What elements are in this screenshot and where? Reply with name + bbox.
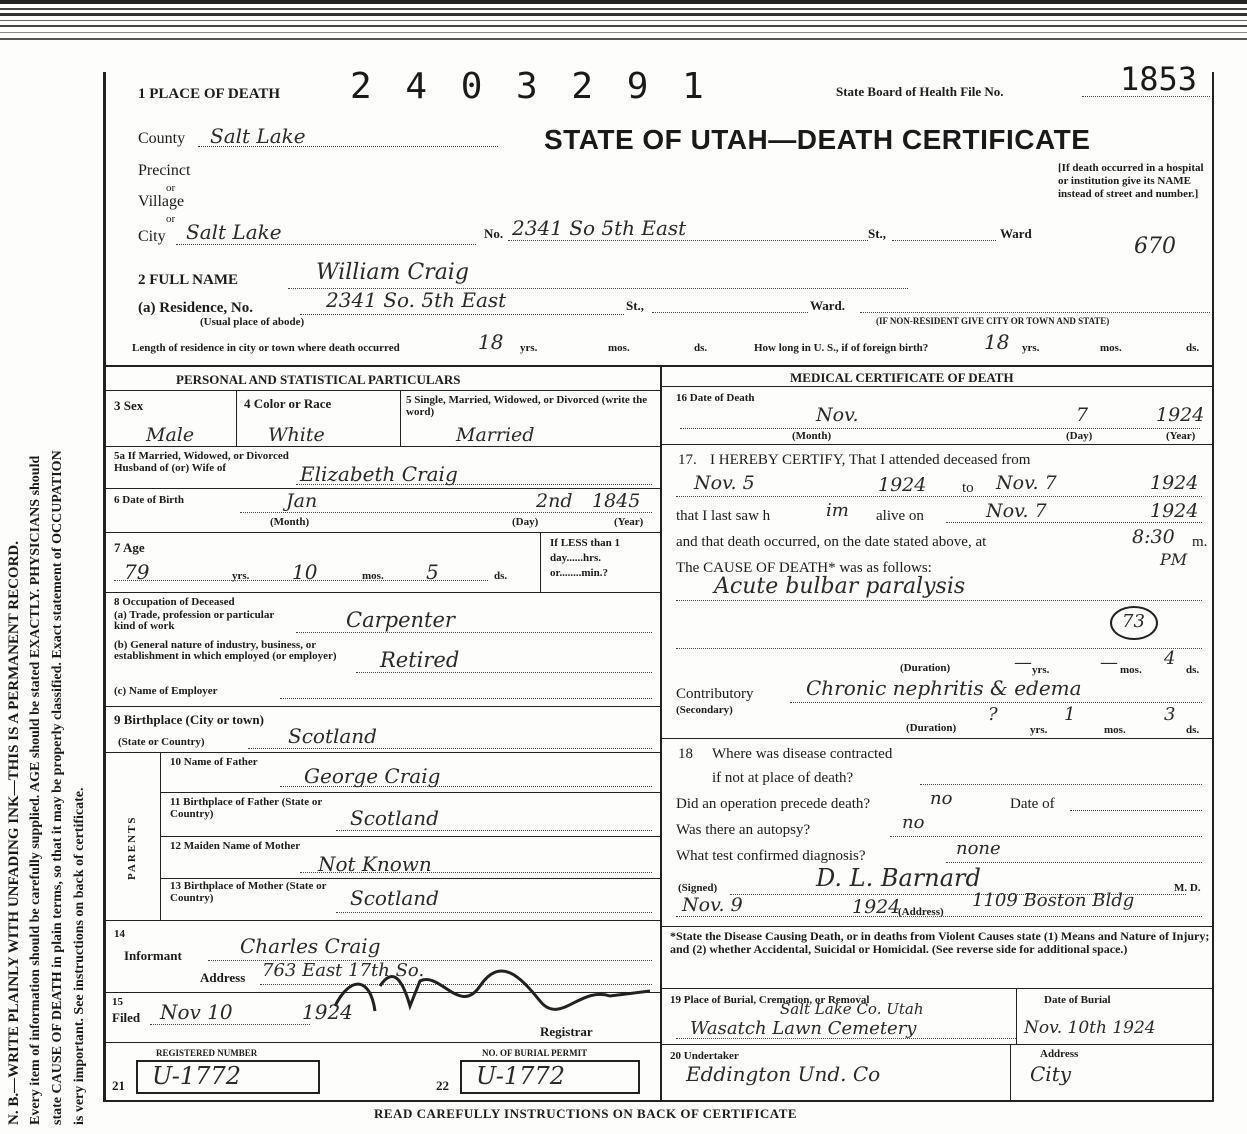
us-yrs-unit: yrs. [1022,342,1040,354]
test-value: none [956,838,1001,859]
age-label: 7 Age [114,540,145,555]
q18-number: 18 [678,746,693,762]
dod-month-caption: (Month) [792,430,832,442]
duration-label-1: (Duration) [900,662,951,674]
length-mos-unit: mos. [608,342,630,354]
age-yrs-unit: yrs. [232,570,250,582]
burial-place-label: 19 Place of Burial, Cremation, or Removal [670,994,870,1006]
us-mos-unit: mos. [1100,342,1122,354]
alive-on-label: alive on [876,508,924,524]
contributory-value: Chronic nephritis & edema [806,676,1082,700]
age-mos-unit: mos. [362,570,384,582]
disease-contracted-label-2: if not at place of death? [712,770,854,786]
dob-year-caption: (Year) [614,516,644,528]
mother-name-label: 12 Maiden Name of Mother [170,840,301,852]
cause-code-circle [1110,606,1158,640]
date-of-death-day: 7 [1076,404,1089,426]
physician-address: 1109 Boston Bldg [972,890,1135,911]
file-number-label: State Board of Health File No. [836,84,1004,99]
attended-to-label: to [962,480,974,496]
operation-label: Did an operation precede death? [676,796,871,812]
duration-1-yrs-unit: yrs. [1032,664,1050,676]
duration-1-mos-unit: mos. [1120,664,1142,676]
burial-permit-box [460,1060,640,1094]
dob-month-caption: (Month) [270,516,310,528]
abode-label: (Usual place of abode) [200,316,305,328]
date-of-death-label: 16 Date of Death [676,392,755,404]
informant-label: Informant [124,948,182,963]
duration-2-ds-unit: ds. [1186,724,1200,736]
side-instructions-1: N. B.—WRITE PLAINLY WITH UNFADING INK—THIS IS A PERMANENT RECORD. [6,541,22,1125]
duration-label-2: (Duration) [906,722,957,734]
full-name-value: William Craig [316,260,469,285]
nonresident-note: (IF NON-RESIDENT GIVE CITY OR TOWN AND STATE) [876,316,1110,326]
burial-place: Salt Lake Co. Utah [780,1000,924,1018]
signed-year: 1924 [852,896,901,918]
length-ds-unit: ds. [694,342,708,354]
death-occurred-label: and that death occurred, on the date stated above, at [676,534,987,550]
duration-1-months: — [1100,652,1118,673]
age-ds-unit: ds. [494,570,508,582]
residence-label: (a) Residence, No. [138,300,253,316]
birthplace-value: Scotland [288,724,377,748]
undertaker-label: 20 Undertaker [670,1050,739,1062]
place-of-death-label: 1 PLACE OF DEATH [138,86,281,102]
employer-label: (c) Name of Employer [114,685,218,697]
duration-2-years: ? [988,704,998,725]
cause-value: Acute bulbar paralysis [714,574,966,599]
county-value: Salt Lake [210,124,306,148]
dob-year: 1845 [592,490,641,512]
spouse-label: 5a If Married, Widowed, or Divorced Husband of (or) Wife of [114,450,289,474]
industry-value: Retired [380,648,460,672]
burial-permit-label: NO. OF BURIAL PERMIT [482,1048,588,1058]
secondary-label: (Secondary) [676,704,733,716]
or-label-2: or [166,213,176,225]
burial-cemetery: Wasatch Lawn Cemetery [690,1018,917,1039]
occupation-label: 8 Occupation of Deceased [114,596,235,608]
attended-to-year: 1924 [1150,472,1199,494]
informant-address-label: Address [200,970,246,985]
side-instructions-4: is very important. See instructions on back of certificate. [72,787,87,1125]
death-time-m: m. [1192,534,1208,550]
side-instructions-3: state CAUSE OF DEATH in plain terms, so that it may be properly classified. Exact statement of OCCUPATION [50,450,65,1125]
age-years: 79 [124,560,150,584]
color-value: White [268,424,325,446]
duration-1-days: 4 [1164,648,1176,669]
duration-1-years: — [1014,652,1032,673]
mother-birthplace-label: 13 Birthplace of Mother (State or Country) [170,880,327,904]
length-yrs-unit: yrs. [520,342,538,354]
certify-number: 17. [678,452,697,468]
trade-value: Carpenter [346,608,455,632]
precinct-label: Precinct [138,162,191,179]
test-label: What test confirmed diagnosis? [676,848,866,864]
physician-signature: D. L. Barnard [816,864,981,892]
filed-label: Filed [112,1010,141,1025]
last-saw-year: 1924 [1150,500,1199,522]
cause-code: 73 [1122,611,1145,632]
duration-2-days: 3 [1164,704,1176,725]
signed-date: Nov. 9 [682,894,743,916]
city-value: Salt Lake [186,220,282,244]
disease-contracted-label: Where was disease contracted [712,746,893,762]
ward-label: Ward [1000,226,1032,241]
spouse-value: Elizabeth Craig [300,462,458,486]
father-name-label: 10 Name of Father [170,756,258,768]
contributory-label: Contributory [676,686,754,702]
sex-label: 3 Sex [114,398,144,413]
dob-day: 2nd [536,490,573,512]
dod-day-caption: (Day) [1066,430,1093,442]
or-label-1: or [166,182,176,194]
filed-value: Nov 10 [160,1000,233,1024]
date-of-death-month: Nov. [816,404,859,426]
margin-note: 670 [1134,234,1176,259]
mother-name-value: Not Known [318,852,432,876]
length-years: 18 [478,330,504,354]
death-time: 8:30 [1132,526,1175,548]
birthplace-label: 9 Birthplace (City or town) [114,712,264,727]
burial-date: Nov. 10th 1924 [1024,1018,1156,1038]
residence-value: 2341 So. 5th East [326,288,507,312]
mother-birthplace-value: Scotland [350,886,439,910]
md-label: M. D. [1174,882,1201,894]
undertaker-address-label: Address [1040,1048,1079,1060]
age-days: 5 [426,560,439,584]
undertaker-value: Eddington Und. Co [686,1062,881,1086]
undertaker-address: City [1030,1062,1072,1086]
less-than-day-label: If LESS than 1 day......hrs. or........min.? [550,537,621,579]
attended-to: Nov. 7 [996,472,1057,494]
field-22-label: 22 [436,1078,449,1093]
last-saw-date: Nov. 7 [986,500,1047,522]
street-value: 2341 So 5th East [512,216,687,240]
attended-from-year: 1924 [878,474,927,496]
physician-address-label: (Address) [898,906,944,918]
certificate-number: 2 4 0 3 2 9 1 [350,66,710,107]
birthplace-state-caption: (State or Country) [118,736,205,748]
us-residence-label: How long in U. S., if of foreign birth? [754,342,929,354]
length-residence-label: Length of residence in city or town where death occurred [132,342,400,354]
full-name-label: 2 FULL NAME [138,272,239,288]
field-21-label: 21 [112,1078,125,1093]
bottom-instructions: READ CAREFULLY INSTRUCTIONS ON BACK OF CERTIFICATE [374,1106,798,1121]
burial-permit-value: U-1772 [476,1062,565,1090]
status-value: Married [456,424,535,446]
file-number: 1853 [1120,60,1198,98]
father-name-value: George Craig [304,764,441,788]
us-years: 18 [984,330,1010,354]
us-ds-unit: ds. [1186,342,1200,354]
age-months: 10 [292,560,318,584]
duration-1-ds-unit: ds. [1186,664,1200,676]
autopsy-label: Was there an autopsy? [676,822,811,838]
registered-number-value: U-1772 [152,1062,241,1090]
side-instructions-2: Every item of information should be carefully supplied. AGE should be stated EXACTLY. PHYSICIANS should [28,455,43,1125]
medical-header: MEDICAL CERTIFICATE OF DEATH [790,370,1014,385]
operation-value: no [930,788,953,809]
registered-number-label: REGISTERED NUMBER [156,1048,258,1058]
duration-2-months: 1 [1064,704,1076,725]
informant-address: 763 East 17th So. [262,960,425,981]
dob-label: 6 Date of Birth [114,494,184,506]
cause-label: The CAUSE OF DEATH* was as follows: [676,560,932,576]
date-of-death-year: 1924 [1156,404,1205,426]
trade-label: (a) Trade, profession or particular kind of work [114,609,275,632]
residence-ward-label: Ward. [810,298,846,313]
autopsy-value: no [902,812,925,833]
burial-date-label: Date of Burial [1044,994,1111,1006]
county-label: County [138,130,186,147]
registrar-signature [330,966,660,1026]
status-label: 5 Single, Married, Widowed, or Divorced (write the word) [406,394,648,418]
dod-year-caption: (Year) [1166,430,1196,442]
industry-label: (b) General nature of industry, business, or establishment in which employed (or employer) [114,639,337,662]
filed-number: 15 [112,996,123,1008]
parents-label: PARENTS [126,815,138,880]
street-no-label: No. [484,226,504,241]
personal-header: PERSONAL AND STATISTICAL PARTICULARS [176,372,461,387]
filed-year: 1924 [302,1000,353,1024]
hospital-note: [If death occurred in a hospital or institution give its NAME instead of street and number.] [1058,162,1204,200]
operation-date-label: Date of [1010,796,1055,812]
father-birthplace-value: Scotland [350,806,439,830]
certificate-title: STATE OF UTAH—DEATH CERTIFICATE [544,124,1091,155]
father-birthplace-label: 11 Birthplace of Father (State or Country) [170,796,323,820]
signed-label: (Signed) [678,882,718,894]
footnote: *State the Disease Causing Death, or in deaths from Violent Causes state (1) Means and Nature of Injury; and (2) whether Accidental, Suicidal or Homicidal. (See reverse side for additional space.) [670,929,1210,956]
dob-day-caption: (Day) [512,516,539,528]
duration-2-mos-unit: mos. [1104,724,1126,736]
registered-number-box [136,1060,320,1094]
registrar-label: Registrar [540,1024,593,1039]
sex-value: Male [146,424,195,446]
death-time-pm: PM [1160,550,1188,569]
last-saw-him: im [826,500,849,521]
city-label: City [138,228,166,245]
duration-2-yrs-unit: yrs. [1030,724,1048,736]
attended-from: Nov. 5 [694,472,755,494]
certify-statement: I HEREBY CERTIFY, That I attended deceased from [710,452,1031,468]
last-saw-label: that I last saw h [676,508,771,524]
village-label: Village [138,193,185,210]
street-st-label: St., [868,226,887,241]
color-label: 4 Color or Race [244,396,332,411]
scan-top-border [0,0,1247,60]
dob-month: Jan [286,490,318,512]
residence-st-label: St., [626,298,645,313]
informant-number: 14 [114,928,125,940]
informant-value: Charles Craig [240,934,381,958]
